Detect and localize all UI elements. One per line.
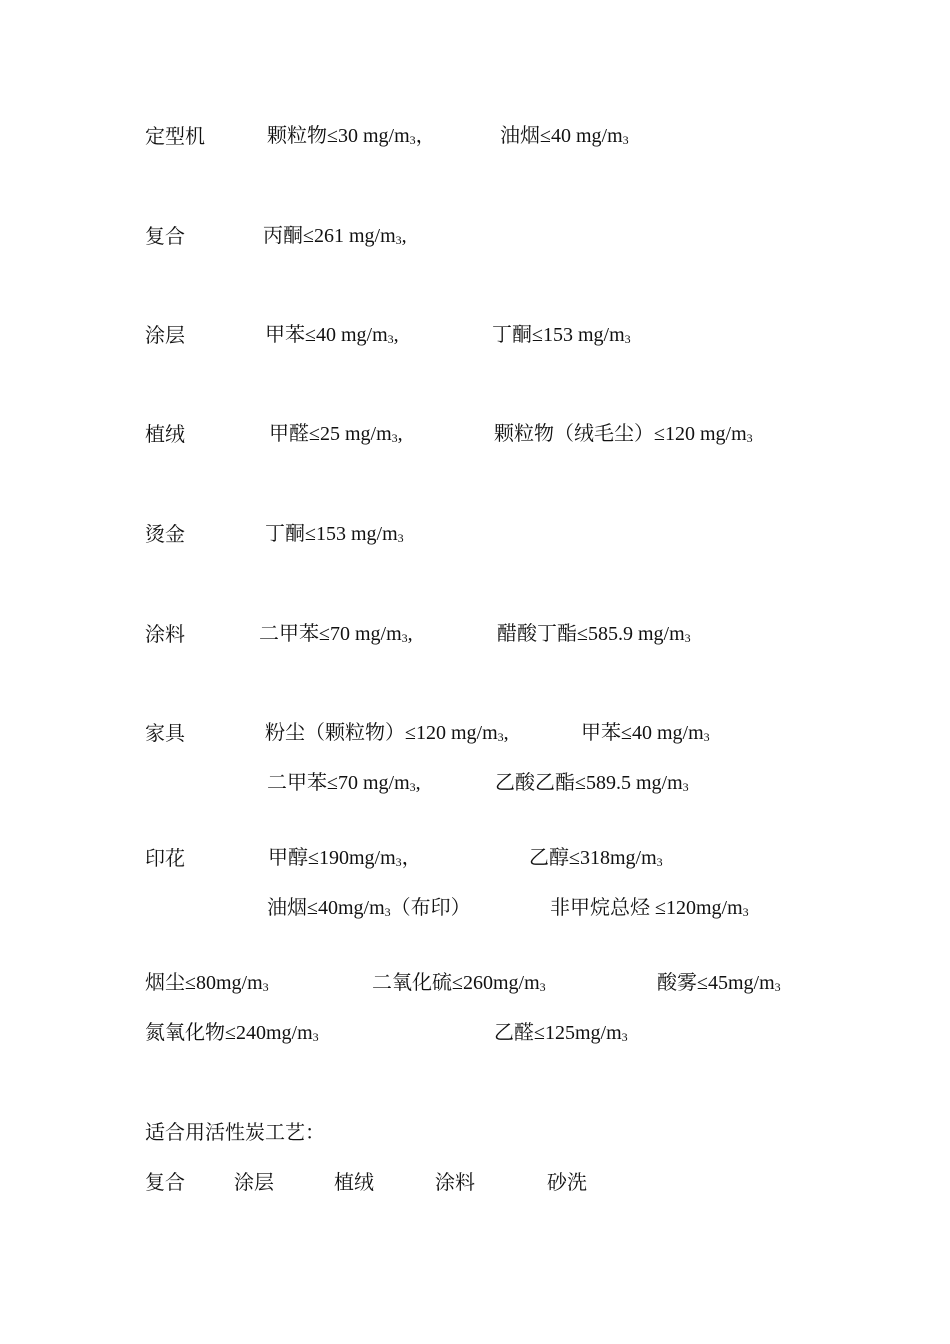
process-label: 植绒 — [145, 422, 185, 446]
general-limit-entry: 二氧化硫$\le 260mg/m^3$ — [372, 972, 546, 994]
limit-entry: 油烟$\le 40mg/m^3$（布印） — [267, 897, 471, 919]
process-label: 定型机 — [145, 124, 205, 148]
general-limit-entry: 酸雾$\le 45mg/m^3$ — [657, 972, 781, 994]
limit-entry: 甲醛≤25 $mg/m^3$, — [269, 423, 403, 445]
activated-carbon-process: 砂洗 — [547, 1170, 587, 1194]
general-limit-entry: 烟尘$\le 80mg/m^3$ — [145, 972, 269, 994]
limit-entry: 甲苯≤40 $mg/m^3$, — [265, 324, 399, 346]
process-label: 家具 — [145, 721, 185, 745]
limit-entry: 丙酮≤261 $mg/m^3$, — [263, 225, 407, 247]
activated-carbon-heading: 适合用活性炭工艺： — [145, 1120, 325, 1144]
activated-carbon-process: 复合 — [145, 1170, 185, 1194]
process-label: 复合 — [145, 224, 185, 248]
limit-entry: 油烟≤40 $mg/m^3$ — [500, 125, 629, 147]
limit-entry: 乙酸乙酯≤589.5 $mg/m^3$ — [495, 772, 689, 794]
limit-entry: 醋酸丁酯≤585.9 $mg/m^3$ — [497, 623, 691, 645]
limit-entry: 丁酮≤153 $mg/m^3$ — [492, 324, 631, 346]
limit-entry: 甲醇$\le 190mg/m^3$， — [268, 847, 422, 869]
process-label: 涂层 — [145, 323, 185, 347]
process-label: 烫金 — [145, 522, 185, 546]
activated-carbon-process: 植绒 — [334, 1170, 374, 1194]
limit-entry: 颗粒物（绒毛尘）≤120 $mg/m^3$ — [494, 423, 753, 445]
limit-entry: 丁酮≤153 $mg/m^3$ — [265, 523, 404, 545]
limit-entry: 颗粒物≤30 $mg/m^3$， — [267, 125, 436, 147]
limit-entry: 非甲烷总烃 $\le 120mg/m^3$ — [550, 897, 749, 919]
activated-carbon-process: 涂料 — [435, 1170, 475, 1194]
general-limit-entry: 氮氧化物$\le 240mg/m^3$ — [145, 1022, 319, 1044]
activated-carbon-process: 涂层 — [234, 1170, 274, 1194]
process-label: 印花 — [145, 846, 185, 870]
limit-entry: 乙醇$\le 318mg/m^3$ — [529, 847, 663, 869]
process-label: 涂料 — [145, 622, 185, 646]
limit-entry: 粉尘（颗粒物）≤120 $mg/m^3$, — [265, 722, 509, 744]
limit-entry: 甲苯≤40 $mg/m^3$ — [581, 722, 710, 744]
limit-entry: 二甲苯≤70 $mg/m^3$, — [259, 623, 413, 645]
general-limit-entry: 乙醛$\le 125mg/m^3$ — [494, 1022, 628, 1044]
limit-entry: 二甲苯≤70 $mg/m^3$, — [267, 772, 421, 794]
